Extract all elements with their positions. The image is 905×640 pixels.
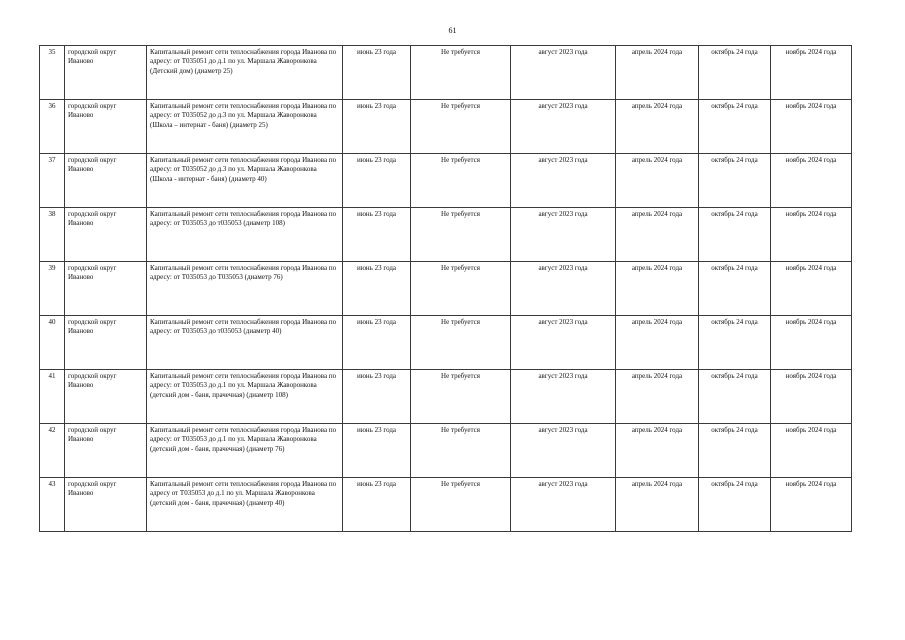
table-row	[40, 46, 852, 100]
date-cell-3: апрель 2024 года	[616, 478, 699, 532]
date-cell-5: ноябрь 2024 года	[771, 208, 852, 262]
table-row	[40, 208, 852, 262]
municipality-cell: городской округ Иваново	[65, 478, 147, 532]
date-cell-1: июнь 23 года	[343, 154, 411, 208]
requirement-cell: Не требуется	[411, 478, 511, 532]
row-number: 42	[40, 424, 65, 478]
date-cell-3: апрель 2024 года	[616, 370, 699, 424]
row-number: 35	[40, 46, 65, 100]
date-cell-4: октябрь 24 года	[699, 370, 771, 424]
page-number: 61	[448, 26, 457, 35]
date-cell-4: октябрь 24 года	[699, 208, 771, 262]
date-cell-2: август 2023 года	[511, 46, 616, 100]
description-cell: Капитальный ремонт сети теплоснабжения города Иванова по адресу: от Т035053 до д.1 по ул. Маршала Жаворонкова (детский дом - баня, прачечная) (диаметр 76)	[147, 424, 343, 478]
description-cell: Капитальный ремонт сети теплоснабжения города Иванова по адресу: от Т035052 до д.3 по ул. Маршала Жаворонкова (Школа - интернат - баня) (диаметр 40)	[147, 154, 343, 208]
requirement-cell: Не требуется	[411, 424, 511, 478]
date-cell-3: апрель 2024 года	[616, 208, 699, 262]
table-row	[40, 100, 852, 154]
table-row	[40, 370, 852, 424]
date-cell-5: ноябрь 2024 года	[771, 478, 852, 532]
date-cell-4: октябрь 24 года	[699, 316, 771, 370]
row-number: 40	[40, 316, 65, 370]
requirement-cell: Не требуется	[411, 154, 511, 208]
date-cell-2: август 2023 года	[511, 370, 616, 424]
table-row	[40, 424, 852, 478]
table-row	[40, 478, 852, 532]
municipality-cell: городской округ Иваново	[65, 154, 147, 208]
date-cell-4: октябрь 24 года	[699, 100, 771, 154]
date-cell-1: июнь 23 года	[343, 316, 411, 370]
requirement-cell: Не требуется	[411, 46, 511, 100]
row-number: 38	[40, 208, 65, 262]
municipality-cell: городской округ Иваново	[65, 208, 147, 262]
date-cell-1: июнь 23 года	[343, 424, 411, 478]
table-row	[40, 154, 852, 208]
date-cell-2: август 2023 года	[511, 154, 616, 208]
description-cell: Капитальный ремонт сети теплоснабжения города Иванова по адресу: от Т035053 до д.1 по ул. Маршала Жаворонкова (детский дом - баня, прачечная) (диаметр 108)	[147, 370, 343, 424]
row-number: 41	[40, 370, 65, 424]
date-cell-3: апрель 2024 года	[616, 100, 699, 154]
date-cell-1: июнь 23 года	[343, 262, 411, 316]
date-cell-3: апрель 2024 года	[616, 424, 699, 478]
repair-schedule-table	[39, 45, 852, 532]
requirement-cell: Не требуется	[411, 208, 511, 262]
date-cell-2: август 2023 года	[511, 208, 616, 262]
date-cell-1: июнь 23 года	[343, 370, 411, 424]
date-cell-2: август 2023 года	[511, 262, 616, 316]
date-cell-1: июнь 23 года	[343, 46, 411, 100]
date-cell-5: ноябрь 2024 года	[771, 316, 852, 370]
description-cell: Капитальный ремонт сети теплоснабжения города Иванова по адресу: от Т035052 до д.3 по ул. Маршала Жаворонкова (Школа – интернат - баня) (диаметр 25)	[147, 100, 343, 154]
date-cell-3: апрель 2024 года	[616, 46, 699, 100]
description-cell: Капитальный ремонт сети теплоснабжения города Иванова по адресу: от Т035051 до д.1 по ул. Маршала Жаворонкова (Детский дом) (диаметр 25)	[147, 46, 343, 100]
date-cell-3: апрель 2024 года	[616, 262, 699, 316]
date-cell-5: ноябрь 2024 года	[771, 370, 852, 424]
requirement-cell: Не требуется	[411, 262, 511, 316]
municipality-cell: городской округ Иваново	[65, 262, 147, 316]
date-cell-4: октябрь 24 года	[699, 46, 771, 100]
municipality-cell: городской округ Иваново	[65, 370, 147, 424]
requirement-cell: Не требуется	[411, 316, 511, 370]
date-cell-2: август 2023 года	[511, 424, 616, 478]
municipality-cell: городской округ Иваново	[65, 424, 147, 478]
date-cell-3: апрель 2024 года	[616, 316, 699, 370]
date-cell-1: июнь 23 года	[343, 100, 411, 154]
municipality-cell: городской округ Иваново	[65, 100, 147, 154]
row-number: 37	[40, 154, 65, 208]
date-cell-4: октябрь 24 года	[699, 478, 771, 532]
requirement-cell: Не требуется	[411, 100, 511, 154]
table-body	[40, 46, 852, 532]
municipality-cell: городской округ Иваново	[65, 316, 147, 370]
row-number: 43	[40, 478, 65, 532]
date-cell-2: август 2023 года	[511, 478, 616, 532]
table-row	[40, 262, 852, 316]
date-cell-4: октябрь 24 года	[699, 154, 771, 208]
date-cell-2: август 2023 года	[511, 316, 616, 370]
date-cell-5: ноябрь 2024 года	[771, 46, 852, 100]
municipality-cell: городской округ Иваново	[65, 46, 147, 100]
date-cell-4: октябрь 24 года	[699, 262, 771, 316]
date-cell-5: ноябрь 2024 года	[771, 100, 852, 154]
date-cell-4: октябрь 24 года	[699, 424, 771, 478]
date-cell-3: апрель 2024 года	[616, 154, 699, 208]
table-row	[40, 316, 852, 370]
date-cell-1: июнь 23 года	[343, 478, 411, 532]
date-cell-2: август 2023 года	[511, 100, 616, 154]
date-cell-5: ноябрь 2024 года	[771, 154, 852, 208]
row-number: 36	[40, 100, 65, 154]
row-number: 39	[40, 262, 65, 316]
description-cell: Капитальный ремонт сети теплоснабжения города Иванова по адресу: от Т035053 до т035053 (диаметр 108)	[147, 208, 343, 262]
requirement-cell: Не требуется	[411, 370, 511, 424]
description-cell: Капитальный ремонт сети теплоснабжения города Иванова по адресу: от Т035053 до т035053 (диаметр 40)	[147, 316, 343, 370]
description-cell: Капитальный ремонт сети теплоснабжения города Иванова по адресу: от Т035053 до Т035053 (диаметр 76)	[147, 262, 343, 316]
date-cell-1: июнь 23 года	[343, 208, 411, 262]
date-cell-5: ноябрь 2024 года	[771, 262, 852, 316]
date-cell-5: ноябрь 2024 года	[771, 424, 852, 478]
description-cell: Капитальный ремонт сети теплоснабжения города Иванова по адресу от Т035053 до д.1 по ул. Маршала Жаворонкова (детский дом - баня, прачечная) (диаметр 40)	[147, 478, 343, 532]
